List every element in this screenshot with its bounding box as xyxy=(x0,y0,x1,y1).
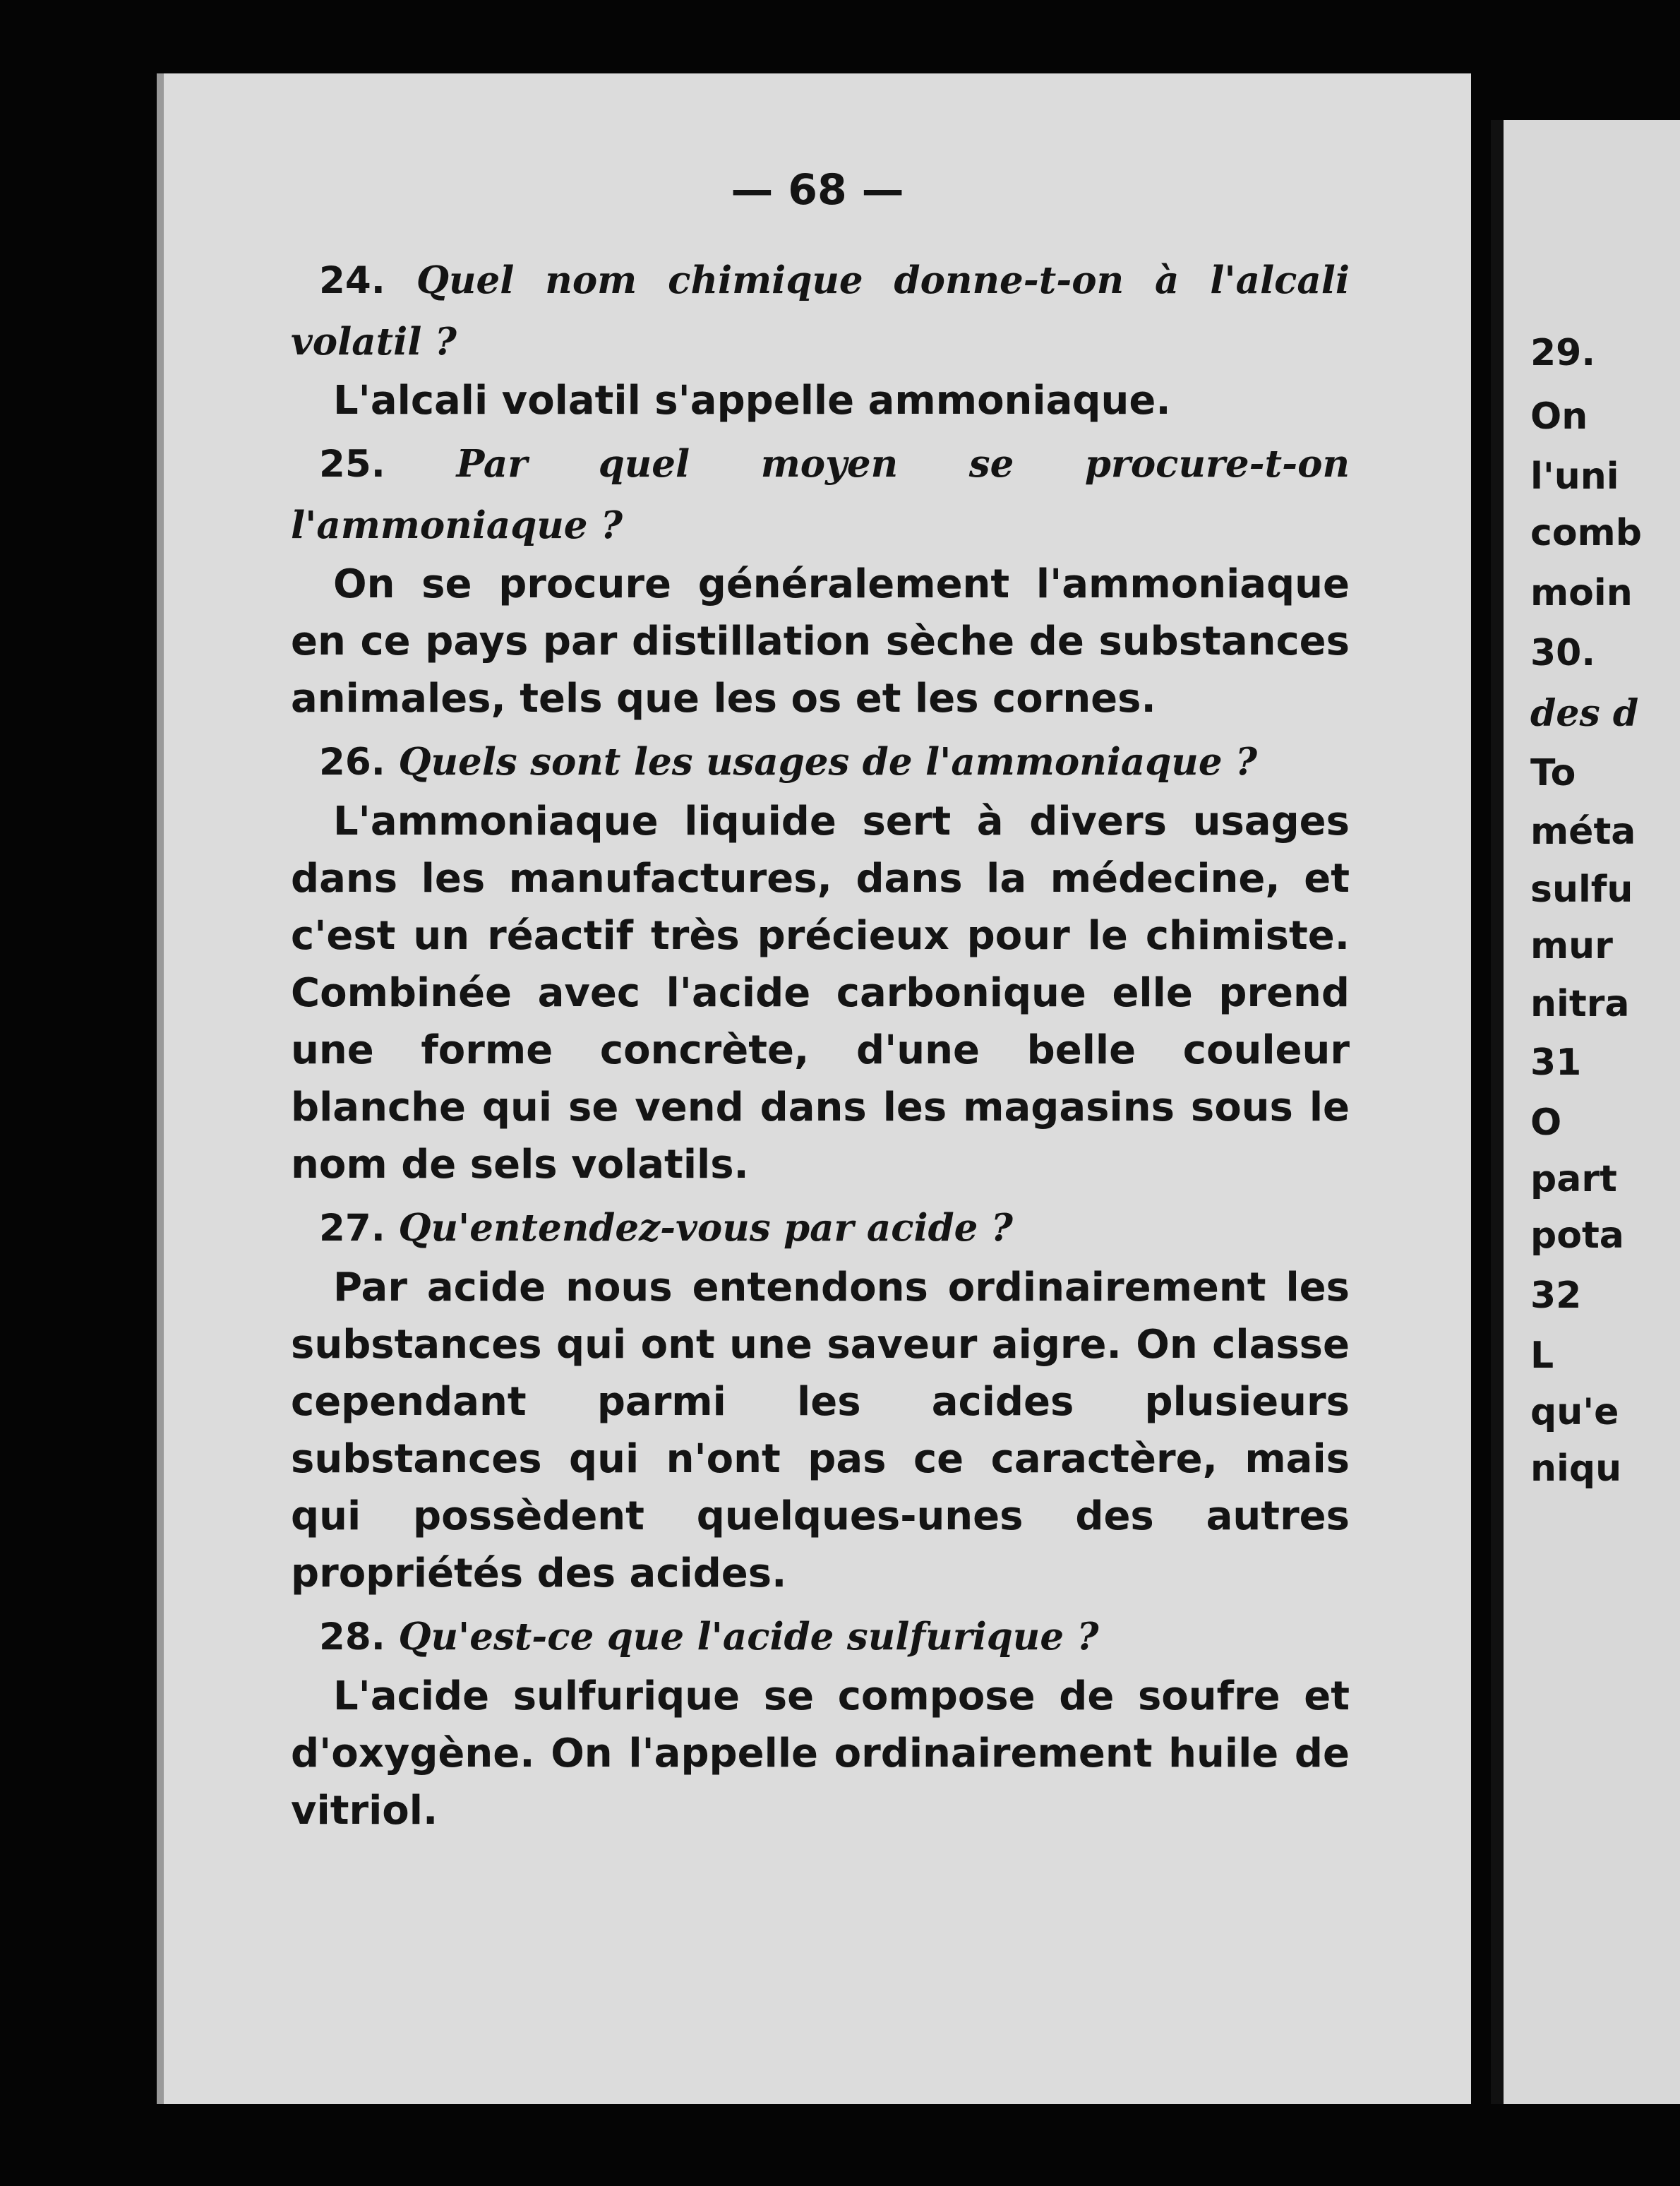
fragment: niqu xyxy=(1530,1447,1622,1490)
fragment: méta xyxy=(1530,811,1636,853)
answer-27: Par acide nous entendons ordinairement les substances qui ont une saveur aigre. On classe cependant parmi les acides plusieurs substances qui n'ont pas ce caractère, mais qui possèdent quelques-unes des autres propriétés des acides. xyxy=(291,1265,1350,1596)
question-text: Qu'entendez-vous par acide ? xyxy=(398,1206,1013,1250)
question-number: 28. xyxy=(319,1615,385,1659)
question-number: 27. xyxy=(319,1207,385,1250)
fragment: 32 xyxy=(1530,1274,1582,1317)
question-25 xyxy=(291,434,1350,556)
question-number: 24. xyxy=(319,259,385,302)
question-text: Qu'est-ce que l'acide sulfurique ? xyxy=(398,1615,1099,1659)
fragment: des d xyxy=(1530,692,1639,735)
left-page xyxy=(157,73,1471,2104)
fragment: 31 xyxy=(1530,1041,1582,1084)
fragment: mur xyxy=(1530,925,1613,967)
question-number: 25. xyxy=(319,443,385,486)
fragment: nitra xyxy=(1530,983,1630,1025)
fragment: sulfu xyxy=(1530,868,1633,911)
question-26 xyxy=(291,731,1350,793)
fragment: pota xyxy=(1530,1214,1624,1257)
question-text: Quels sont les usages de l'ammoniaque ? xyxy=(398,740,1258,784)
fragment: comb xyxy=(1530,512,1642,554)
question-24 xyxy=(291,250,1350,372)
fragment: To xyxy=(1530,752,1576,794)
fragment: 30. xyxy=(1530,632,1596,674)
page-number: — 68 — xyxy=(731,165,904,215)
fragment: part xyxy=(1530,1158,1617,1200)
fragment: l'uni xyxy=(1530,455,1619,498)
answer-24: L'alcali volatil s'appelle ammoniaque. xyxy=(333,378,1171,424)
answer-25: On se procure généralement l'ammoniaque en ce pays par distillation sèche de substances animales, tels que les os et les cornes. xyxy=(291,561,1350,722)
fragment: qu'e xyxy=(1530,1391,1619,1433)
page-body xyxy=(291,250,1350,1844)
question-text: Quel nom chimique donne-t-on à l'alcali volatil ? xyxy=(291,258,1350,364)
fragment: On xyxy=(1530,395,1588,438)
fragment: 29. xyxy=(1530,332,1596,374)
fragment: L xyxy=(1530,1334,1554,1377)
question-28 xyxy=(291,1606,1350,1668)
answer-26: L'ammoniaque liquide sert à divers usages dans les manufactures, dans la médecine, et c'est un réactif très précieux pour le chimiste. Combinée avec l'acide carbonique elle prend une forme concrète, d'une belle couleur blanche qui se vend dans les magasins sous le nom de sels volatils. xyxy=(291,799,1350,1188)
fragment: moin xyxy=(1530,572,1633,614)
fragment: O xyxy=(1530,1101,1562,1144)
question-27 xyxy=(291,1197,1350,1259)
question-text: Par quel moyen se procure-t-on l'ammoniaque ? xyxy=(291,442,1350,547)
right-page-edge xyxy=(1491,120,1680,2104)
question-number: 26. xyxy=(319,741,385,784)
answer-28: L'acide sulfurique se compose de soufre et d'oxygène. On l'appelle ordinairement huile de vitriol. xyxy=(291,1673,1350,1834)
